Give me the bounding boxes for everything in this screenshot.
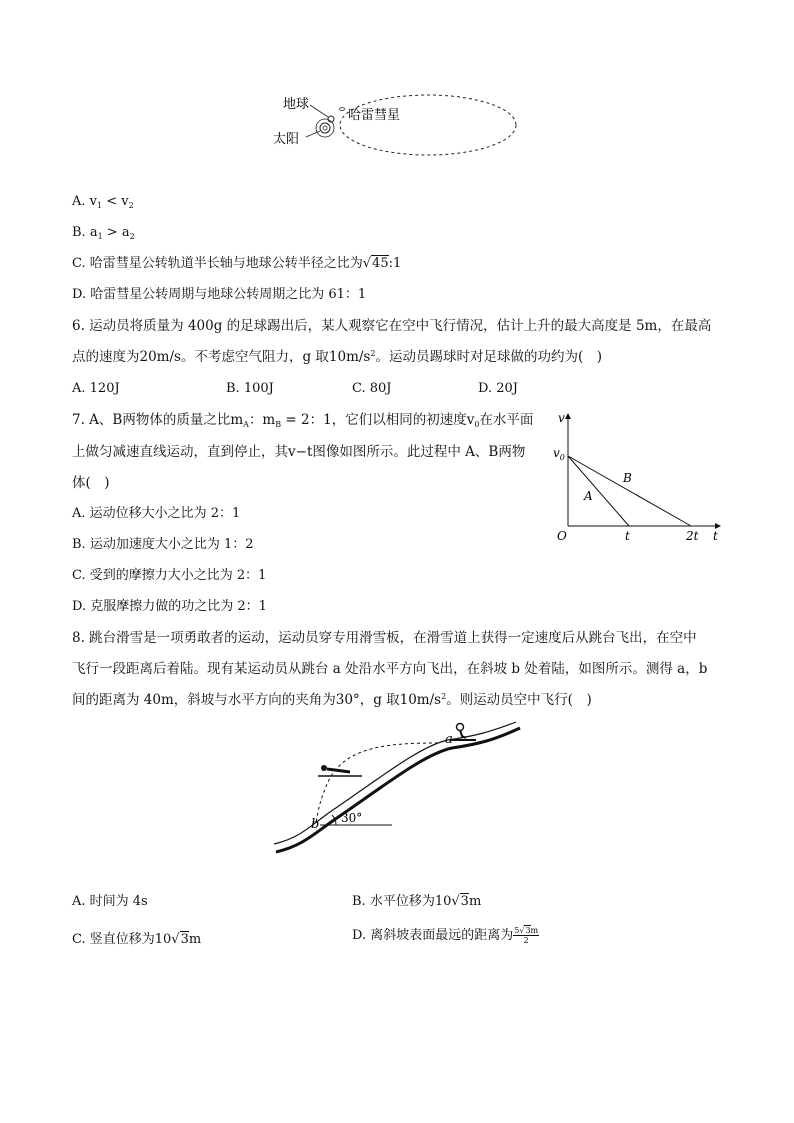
vt-graph <box>550 408 730 548</box>
orbit-figure <box>270 88 530 168</box>
fraction: $\frac{5√3m}{2}$ <box>514 926 539 945</box>
q7-option-a: A. 运动位移大小之比为 2：1 <box>72 506 241 521</box>
q6-option-b: B. 100J <box>226 381 274 396</box>
sun-label: 太阳 <box>273 132 300 147</box>
q8-stem-line2: 飞行一段距离后着陆。现有某运动员从跳台 a 处沿水平方向飞出，在斜坡 b 处着陆，如图所示。测得 a，b <box>72 661 708 677</box>
line-b-label: B <box>623 471 632 485</box>
q8-stem-line1: 8. 跳台滑雪是一项勇敢者的运动，运动员穿专用滑雪板，在滑雪道上获得一定速度后从跳台飞出，在空中 <box>72 630 697 646</box>
point-b-label: b <box>311 817 320 832</box>
skier-at-a <box>450 724 476 741</box>
t-mark-label: t <box>625 529 630 543</box>
trajectory <box>316 743 438 824</box>
q8-option-a: A. 时间为 4s <box>72 894 148 909</box>
2t-mark-label: 2t <box>686 529 699 543</box>
q6-option-c: C. 80J <box>352 381 392 396</box>
point-a-label: a <box>445 732 453 747</box>
q7-stem-line3: 体( ) <box>72 475 110 491</box>
q8-option-b: B. 水平位移为10√3m <box>352 894 482 909</box>
line-a <box>568 456 629 526</box>
q7-option-c: C. 受到的摩擦力大小之比为 2：1 <box>72 568 267 583</box>
origin-label: O <box>557 529 567 543</box>
q5-option-c: C. 哈雷彗星公转轨道半长轴与地球公转半径之比为√45:1 <box>72 256 402 271</box>
comet-label: 哈雷彗星 <box>348 108 401 123</box>
q7-option-b: B. 运动加速度大小之比为 1：2 <box>72 537 254 552</box>
earth-label: 地球 <box>283 97 310 112</box>
flying-skier <box>318 765 362 776</box>
q8-option-d: D. 离斜坡表面最远的距离为 $\frac{5√3m}{2}$ <box>352 926 539 945</box>
ski-jump-figure <box>270 718 526 858</box>
q7-stem-line2: 上做匀减速直线运动，直到停止，其v−t图像如图所示。此过程中 A、B两物 <box>72 444 526 460</box>
q7-option-d: D. 克服摩擦力做的功之比为 2：1 <box>72 599 267 614</box>
q7-stem-line1: 7. A、B两物体的质量之比$m_A$：$m_B = 2$：1，它们以相同的初速度$v_0$在水平面 <box>72 412 534 429</box>
line-a-label: A <box>584 489 593 503</box>
v0-label: $v_0$ <box>553 446 565 462</box>
q6-stem-line1: 6. 运动员将质量为 400g 的足球踢出后，某人观察它在空中飞行情况，估计上升的最大高度是 5m，在最高 <box>72 318 712 334</box>
v-axis-label: v <box>558 411 565 425</box>
q6-option-a: A. 120J <box>72 381 120 396</box>
q5-option-b: B. $a_1 > a_2$ <box>72 225 135 241</box>
q6-option-d: D. 20J <box>478 381 518 396</box>
q6-stem-line2: 点的速度为20m/s。不考虑空气阻力，g 取$10m/s^2$。运动员踢球时对足球做的功约为( ) <box>72 349 602 365</box>
q8-option-c: C. 竖直位移为10√3m <box>72 932 202 947</box>
t-axis-label: t <box>713 529 718 543</box>
q8-stem-line3: 间的距离为 40m，斜坡与水平方向的夹角为30°，g 取$10m/s^2$。则运动员空中飞行( ) <box>72 692 592 708</box>
slope-base <box>276 728 520 852</box>
angle-label: 30° <box>341 811 363 825</box>
q5-option-d: D. 哈雷彗星公转周期与地球公转周期之比为 61：1 <box>72 287 367 302</box>
q5-option-a: A. $v_1 < v_2$ <box>72 194 134 210</box>
